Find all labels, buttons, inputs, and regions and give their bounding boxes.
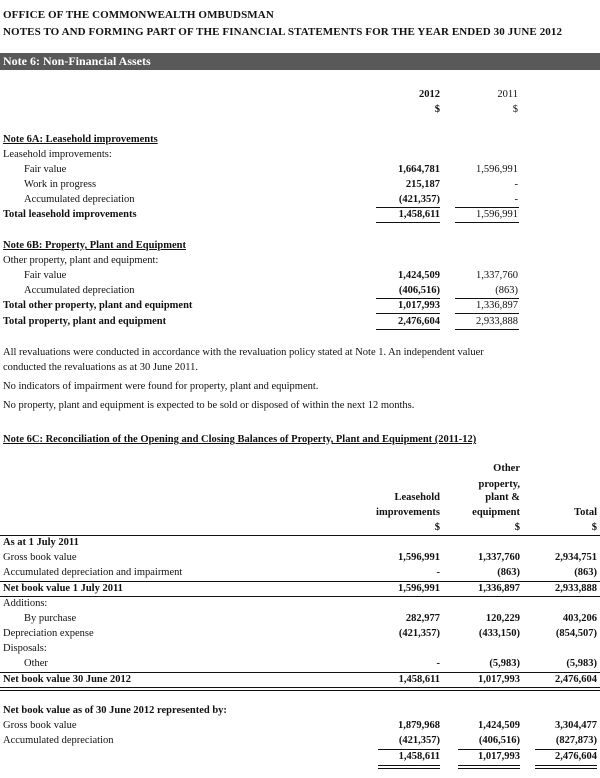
cell-other: 120,229 bbox=[485, 613, 520, 624]
cell-total: 3,304,477 bbox=[555, 720, 597, 731]
note-banner: Note 6: Non-Financial Assets bbox=[0, 53, 600, 70]
cell-other: 1,017,993 bbox=[478, 674, 520, 685]
cell-leasehold: 1,596,991 bbox=[398, 552, 440, 563]
rule bbox=[458, 749, 520, 750]
note-6b-row-label: Accumulated depreciation bbox=[24, 285, 135, 296]
row-label: Depreciation expense bbox=[3, 628, 94, 639]
note-6b-total-other-2011: 1,336,897 bbox=[476, 300, 518, 311]
note-6b-subhead: Other property, plant and equipment: bbox=[3, 255, 159, 266]
note-6b-title: Note 6B: Property, Plant and Equipment bbox=[3, 240, 186, 251]
col-leasehold-head-1: Leasehold bbox=[394, 492, 440, 503]
col-currency: $ bbox=[434, 522, 440, 533]
col-leasehold-head-2: improvements bbox=[376, 507, 440, 518]
cell-leasehold: 282,977 bbox=[405, 613, 440, 624]
note-6a-row-2011: - bbox=[514, 179, 518, 190]
org-title: OFFICE OF THE COMMONWEALTH OMBUDSMAN bbox=[3, 9, 274, 21]
note-6b-row-label: Fair value bbox=[24, 270, 67, 281]
rule bbox=[376, 298, 440, 299]
revaluation-paragraph-cont: conducted the revaluations as at 30 June 2011. bbox=[3, 362, 198, 373]
col-total-head: Total bbox=[574, 507, 597, 518]
cell-other: (433,150) bbox=[478, 628, 520, 639]
note-6c-title: Note 6C: Reconciliation of the Opening and Closing Balances of Property, Plant and Equipment (2011-12) bbox=[3, 434, 477, 445]
table-rule bbox=[0, 672, 600, 673]
cell-other: (406,516) bbox=[478, 735, 520, 746]
table-double-rule bbox=[0, 687, 600, 691]
col-currency: $ bbox=[591, 522, 597, 533]
note-6a-row-2012: (421,357) bbox=[398, 194, 440, 205]
col-other-head-4: equipment bbox=[472, 507, 520, 518]
note-6a-total-label: Total leasehold improvements bbox=[3, 209, 137, 220]
rule bbox=[455, 298, 519, 299]
note-6a-row-label: Accumulated depreciation bbox=[24, 194, 135, 205]
double-rule bbox=[535, 765, 597, 769]
note-6b-row-2011: 1,337,760 bbox=[476, 270, 518, 281]
col-2012-currency: $ bbox=[434, 104, 440, 115]
col-currency: $ bbox=[514, 522, 520, 533]
note-6b-total-2011: 2,933,888 bbox=[476, 316, 518, 327]
col-other-head-2: property, bbox=[478, 479, 520, 490]
note-6a-row-label: Fair value bbox=[24, 164, 67, 175]
rule bbox=[455, 207, 519, 208]
table-rule bbox=[0, 581, 600, 582]
note-6a-title: Note 6A: Leasehold improvements bbox=[3, 134, 158, 145]
rule bbox=[455, 329, 519, 330]
cell-leasehold: 1,458,611 bbox=[398, 674, 440, 685]
note-6a-row-2012: 215,187 bbox=[405, 179, 440, 190]
col-other-head-3: plant & bbox=[485, 492, 520, 503]
rule bbox=[455, 313, 519, 314]
cell-leasehold: - bbox=[436, 567, 440, 578]
row-label: Accumulated depreciation and impairment bbox=[3, 567, 183, 578]
note-6a-row-label: Work in progress bbox=[24, 179, 97, 190]
row-label: Net book value 30 June 2012 bbox=[3, 674, 132, 685]
cell-total: 2,934,751 bbox=[555, 552, 597, 563]
cell-leasehold: (421,357) bbox=[398, 735, 440, 746]
rule bbox=[376, 207, 440, 208]
note-6b-total-other-2012: 1,017,993 bbox=[398, 300, 440, 311]
impairment-paragraph: No indicators of impairment were found for property, plant and equipment. bbox=[3, 381, 319, 392]
note-6a-row-2011: 1,596,991 bbox=[476, 164, 518, 175]
cell-other: (863) bbox=[497, 567, 520, 578]
note-6a-subhead: Leasehold improvements: bbox=[3, 149, 112, 160]
table-rule bbox=[0, 535, 600, 536]
cell-other: 1,336,897 bbox=[478, 583, 520, 594]
cell-leasehold: - bbox=[436, 658, 440, 669]
row-label: By purchase bbox=[24, 613, 77, 624]
note-6a-total-2011: 1,596,991 bbox=[476, 209, 518, 220]
cell-other: 1,017,993 bbox=[478, 751, 520, 762]
cell-total: 2,476,604 bbox=[555, 751, 597, 762]
rule bbox=[376, 313, 440, 314]
col-2011-currency: $ bbox=[512, 104, 518, 115]
row-label: Gross book value bbox=[3, 720, 77, 731]
as-at-heading: As at 1 July 2011 bbox=[3, 537, 79, 548]
cell-leasehold: 1,596,991 bbox=[398, 583, 440, 594]
rule bbox=[376, 329, 440, 330]
table-rule bbox=[0, 596, 600, 597]
col-2011: 2011 bbox=[497, 89, 518, 100]
revaluation-paragraph: All revaluations were conducted in accordance with the revaluation policy stated at Note 1. An independent valuer bbox=[3, 347, 484, 358]
row-label: Gross book value bbox=[3, 552, 77, 563]
cell-total: (854,507) bbox=[555, 628, 597, 639]
rule bbox=[535, 749, 597, 750]
note-6b-total-label: Total property, plant and equipment bbox=[3, 316, 167, 327]
note-6b-row-2012: (406,516) bbox=[398, 285, 440, 296]
cell-leasehold: (421,357) bbox=[398, 628, 440, 639]
note-6b-total-2012: 2,476,604 bbox=[398, 316, 440, 327]
note-6a-row-2011: - bbox=[514, 194, 518, 205]
note-6b-total-other-label: Total other property, plant and equipment bbox=[3, 300, 193, 311]
cell-total: (863) bbox=[574, 567, 597, 578]
disposals-heading: Disposals: bbox=[3, 643, 47, 654]
note-6a-total-2012: 1,458,611 bbox=[398, 209, 440, 220]
cell-total: 2,476,604 bbox=[555, 674, 597, 685]
cell-other: 1,337,760 bbox=[478, 552, 520, 563]
rule bbox=[378, 749, 440, 750]
note-6b-row-2011: (863) bbox=[495, 285, 518, 296]
rule bbox=[376, 222, 440, 223]
note-6b-row-2012: 1,424,509 bbox=[398, 270, 440, 281]
row-label: Other bbox=[24, 658, 48, 669]
cell-leasehold: 1,458,611 bbox=[398, 751, 440, 762]
document-subtitle: NOTES TO AND FORMING PART OF THE FINANCIAL STATEMENTS FOR THE YEAR ENDED 30 JUNE 2012 bbox=[3, 26, 563, 38]
rule bbox=[455, 222, 519, 223]
cell-other: (5,983) bbox=[489, 658, 520, 669]
cell-total: (827,873) bbox=[555, 735, 597, 746]
cell-total: (5,983) bbox=[566, 658, 597, 669]
row-label: Net book value 1 July 2011 bbox=[3, 583, 123, 594]
note-6a-row-2012: 1,664,781 bbox=[398, 164, 440, 175]
col-other-head-1: Other bbox=[493, 463, 520, 474]
cell-leasehold: 1,879,968 bbox=[398, 720, 440, 731]
row-label: Accumulated depreciation bbox=[3, 735, 114, 746]
cell-total: 403,206 bbox=[562, 613, 597, 624]
double-rule bbox=[378, 765, 440, 769]
col-2012: 2012 bbox=[419, 89, 440, 100]
disposal-paragraph: No property, plant and equipment is expected to be sold or disposed of within the next 12 months. bbox=[3, 400, 415, 411]
double-rule bbox=[458, 765, 520, 769]
cell-total: 2,933,888 bbox=[555, 583, 597, 594]
represented-by-heading: Net book value as of 30 June 2012 represented by: bbox=[3, 705, 227, 716]
cell-other: 1,424,509 bbox=[478, 720, 520, 731]
additions-heading: Additions: bbox=[3, 598, 48, 609]
